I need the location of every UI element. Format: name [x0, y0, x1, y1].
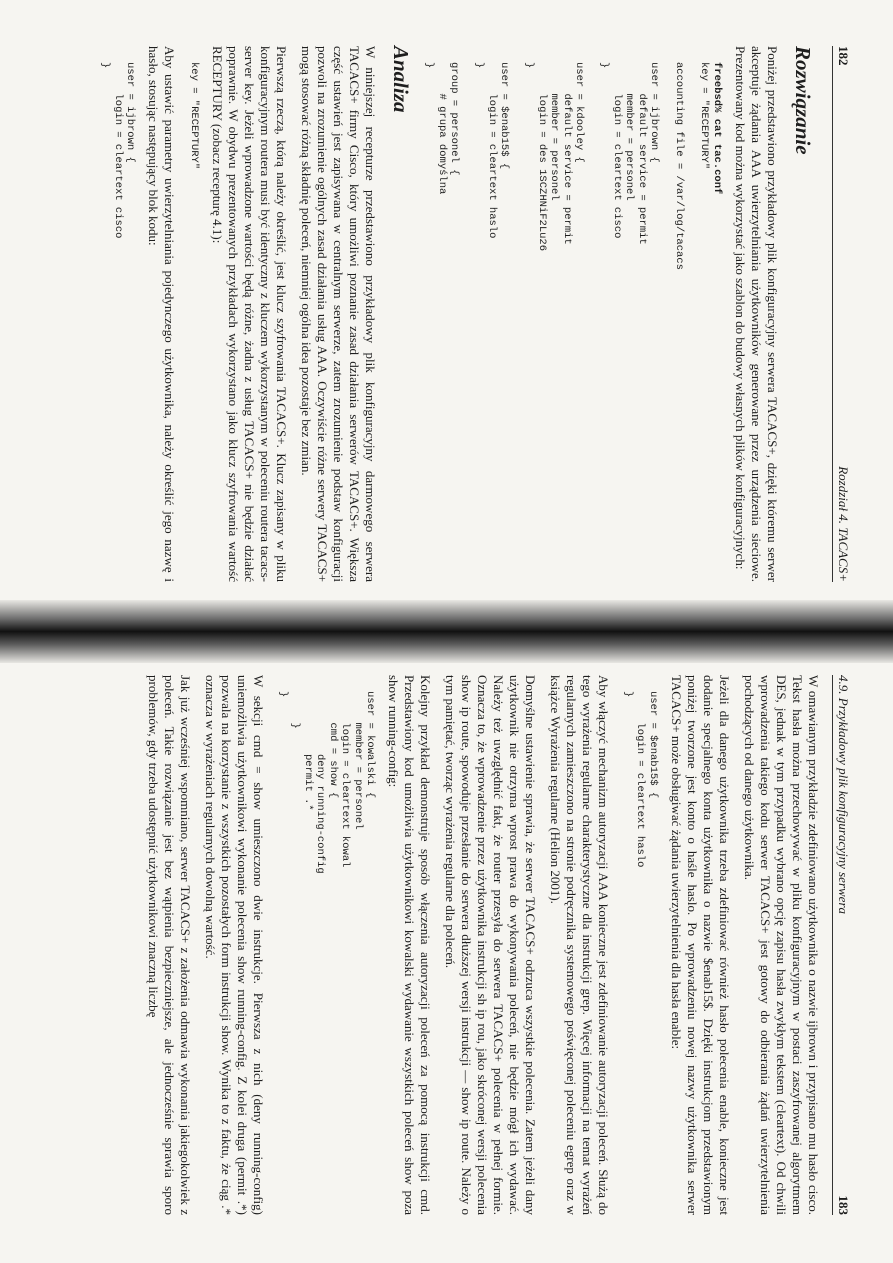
page-number: 183	[836, 1195, 851, 1215]
right-running-head	[832, 675, 853, 1215]
code-snippet: key = "RECEPTURY"	[188, 62, 200, 170]
paragraph: W sekcji cmd = show umieszczono dwie instrukcje. Pierwsza z nich (deny running-config) uniemożliwia użytkownikowi wykonanie polecenia show running-config. Z kolei druga (permit .*) pozwala na korzystanie z wszystkich pozostałych form instrukcji show. Wynika to z faktu, że ciąg .* oznacza w wyrażeniach regularnych dowolną wartość.	[203, 675, 267, 1215]
left-page-body	[89, 46, 823, 582]
paragraph: Kolejny przykład demonstruje sposób włączenia autoryzacji poleceń za pomocą instrukcji cmd. Przedstawiony kod umożliwia użytkownikowi kowalski wydawanie wszystkich poleceń show poza show running-config:	[386, 675, 434, 1215]
shell-prompt: freebsd% cat tac.conf	[711, 62, 723, 195]
paragraph: Aby włączyć mechanizm autoryzacji AAA konieczne jest zdefiniowanie autoryzacji poleceń. Służą do tego wyrażenia regularne charakterystyczne dla instrukcji grep. Więcej informacji na temat wyrażeń regularnych zamieszczono na stronie podręcznika systemowego poświęconej poleceniu egrep oraz w książce Wyrażenia regularne (Helion 2001).	[548, 675, 612, 1215]
paragraph: W niniejszej recepturze przedstawiono przykładowy plik konfiguracyjny darmowego serwera TACACS+ firmy Cisco, który umożliwi poznanie zasad działania serwerów TACACS+. Większa część ustawień jest zapisywana w centralnym serwerze, zatem zrozumienie podstaw konfiguracji pozwoli na zrozumienie ogólnych zasad działania usług AAA. Oczywiście różne serwery TACACS+ mogą stosować różną składnię poleceń, niemniej ogólna idea pozostaje bez zmian.	[299, 46, 378, 582]
book-gutter	[0, 600, 893, 663]
code-snippet: user = ijbrown { login = cleartext cisco }	[99, 62, 137, 239]
paragraph: Domyślne ustawienie sprawia, że serwer TACACS+ odrzuca wszystkie polecenia. Zatem jeżeli dany użytkownik nie otrzyma wprost prawa do wykonywania poleceń, nie będzie mógł ich wydawać. Należy też uwzględnić fakt, że router przesyła do serwera TACACS+ polecenia w pełnej formie. Oznacza to, że wprowadzenie przez użytkownika instrukcji sh ip rou, jako skróconej wersji polecenia show ip route, spowoduje przesłanie do serwera dłuższej wersji instrukcji — show ip route. Należy o tym pamiętać, tworząc wyrażenia regularne dla poleceń.	[443, 675, 539, 1215]
code-snippet: user = $enab15$ { login = cleartext haslo }	[622, 691, 659, 868]
paragraph: Jak już wcześniej wspomniano, serwer TACACS+ z założenia odmawia wykonania jakiegokolwiek z poleceń. Takie rozwiązanie jest bez wątpienia bezpieczniejsze, ale jednocześnie sprawia sporo problemów, gdy trzeba udostępnić użytkownikowi znaczną liczbę	[146, 675, 194, 1215]
chapter-title: Rozdział 4. TACACS+	[836, 466, 851, 582]
page-number: 182	[836, 46, 851, 66]
paragraph: Jeżeli dla danego użytkownika trzeba zdefiniować również hasło polecenia enable, konieczne jest dodanie specjalnego konta użytkownika o nazwie $enab15$. Dzięki instrukcjom przedstawionym poniżej tworzone jest konto o haśle haslo. Po wprowadzeniu nowej nazwy użytkownika serwer TACACS+ może obsługiwać żądania uwierzytelnienia dla hasła enable:	[669, 675, 732, 1215]
code-snippet: user = kowalski { member = personel login = cleartext kowal cmd = show { deny running-config permit .* } }	[277, 691, 377, 874]
paragraph: Aby ustawić parametry uwierzytelniania pojedynczego użytkownika, należy określić jego nazwę i hasło, stosując następujący blok kodu:	[146, 46, 178, 582]
config-code: key = "RECEPTURY" accounting file = /var/log/tacacs user = ijbrown { default service = permit member = personel login = cleartext cisco } user = kdooley { default service = permit member = personel login = des 1SCZHNiF2Lu26 } user = $enab15$ { login = cleartext haslo } group = personel { # grupa domyślna }	[423, 62, 711, 270]
right-page-body	[137, 675, 822, 1215]
paragraph: Pierwszą rzeczą, którą należy określić, jest klucz szyfrowania TACACS+. Klucz zapisany w pliku konfiguracyjnym routera musi być identyczny z kluczem wykorzystanym w poleceniu routera tacacs-server key. Jeżeli wprowadzone wartości będą różne, żadna z usług TACACS+ nie będzie działać poprawnie. W obydwu prezentowanych przykładach wykorzystano jako klucz szyfrowania wartość RECEPTURY (zobacz recepturę 4.1):	[210, 46, 289, 582]
heading-solution: Rozwiązanie	[791, 46, 815, 155]
left-running-head	[832, 46, 853, 582]
code-listing	[423, 62, 723, 582]
paragraph: W omawianym przykładzie zdefiniowano użytkownika o nazwie ijbrown i przypisano mu hasło cisco. Tekst hasła można przechowywać w pliku konfiguracyjnym w postaci zaszyfrowanej algorytmem DES, jednak w tym przypadku wybrano opcję zapisu hasła zwykłym tekstem (cleartext). Od chwili wprowadzenia takiego kodu serwer TACACS+ jest gotowy do odbierania żądań uwierzytelnienia pochodzących od danego użytkownika.	[742, 675, 821, 1215]
section-title: 4.9. Przykładowy plik konfiguracyjny serwera	[836, 675, 851, 915]
heading-analysis: Analiza	[389, 46, 413, 113]
left-page	[0, 0, 893, 600]
right-page	[0, 663, 893, 1263]
paragraph: Poniżej przedstawiono przykładowy plik konfiguracyjny serwera TACACS+, dzięki któremu serwer akceptuje żądania AAA uwierzytelniania użytkowników generowane przez urządzenia sieciowe. Prezentowany kod można wykorzystać jako szablon do budowy własnych plików konfiguracyjnych:	[733, 46, 780, 582]
